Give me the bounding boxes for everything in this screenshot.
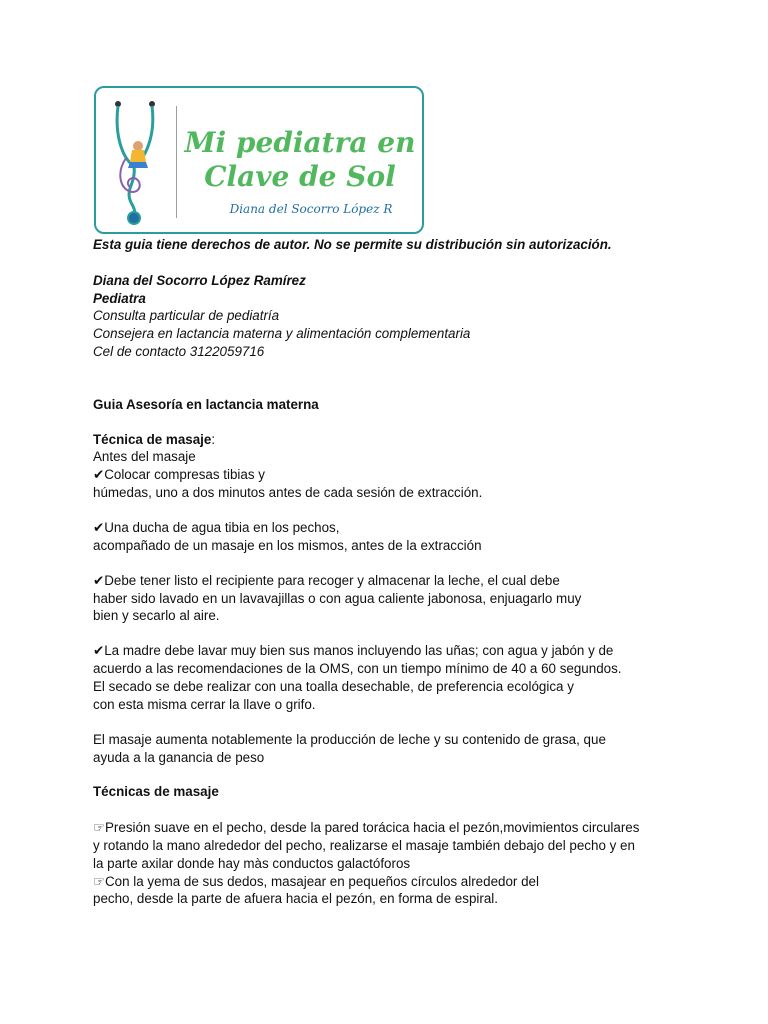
- paragraph-line: húmedas, uno a dos minutos antes de cada sesión de extracción.: [93, 485, 483, 500]
- paragraph-line: ayuda a la ganancia de peso: [93, 750, 265, 765]
- paragraph-line: ✔La madre debe lavar muy bien sus manos incluyendo las uñas; con agua y jabón y de: [93, 643, 614, 658]
- paragraph-line: acompañado de un masaje en los mismos, antes de la extracción: [93, 538, 482, 553]
- author-title: Pediatra: [93, 291, 146, 306]
- author-line: Consejera en lactancia materna y alimentación complementaria: [93, 326, 471, 341]
- paragraph-line: la parte axilar donde hay màs conductos galactóforos: [93, 856, 411, 871]
- section1-heading-colon: :: [211, 432, 216, 447]
- logo-divider: [176, 106, 177, 218]
- paragraph-line: acuerdo a las recomendaciones de la OMS, con un tiempo mínimo de 40 a 60 segundos.: [93, 661, 622, 676]
- paragraph-line: ☞Con la yema de sus dedos, masajear en pequeños círculos alrededor del: [93, 874, 539, 889]
- paragraph-line: ✔Colocar compresas tibias y: [93, 467, 265, 482]
- paragraph-line: ✔Una ducha de agua tibia en los pechos,: [93, 520, 340, 535]
- paragraph-line: haber sido lavado en un lavavajillas o con agua caliente jabonosa, enjuagarlo muy: [93, 591, 582, 606]
- section1-heading: [93, 431, 215, 449]
- author-contact: Cel de contacto 3122059716: [93, 344, 265, 359]
- section1-subheading: Antes del masaje: [93, 449, 196, 464]
- author-line: Consulta particular de pediatría: [93, 308, 280, 323]
- paragraph-line: El secado se debe realizar con una toalla desechable, de preferencia ecológica y: [93, 679, 574, 694]
- copyright-notice: Esta guia tiene derechos de autor. No se permite su distribución sin autorización.: [93, 237, 612, 252]
- author-name: Diana del Socorro López Ramírez: [93, 273, 306, 288]
- paragraph-line: El masaje aumenta notablemente la producción de leche y su contenido de grasa, que: [93, 732, 606, 747]
- guide-title: Guia Asesoría en lactancia materna: [93, 397, 319, 412]
- paragraph-line: bien y secarlo al aire.: [93, 608, 220, 623]
- paragraph-line: con esta misma cerrar la llave o grifo.: [93, 697, 316, 712]
- paragraph-line: ✔Debe tener listo el recipiente para recoger y almacenar la leche, el cual debe: [93, 573, 560, 588]
- logo-title-line2: Clave de Sol: [204, 160, 396, 193]
- paragraph-line: ☞Presión suave en el pecho, desde la pared torácica hacia el pezón,movimientos circulares: [93, 820, 640, 835]
- section1-heading-text: Técnica de masaje: [93, 432, 212, 447]
- paragraph-line: pecho, desde la parte de afuera hacia el pezón, en forma de espiral.: [93, 891, 498, 906]
- logo: [94, 86, 424, 234]
- paragraph-line: y rotando la mano alrededor del pecho, realizarse el masaje también debajo del pecho y en: [93, 838, 635, 853]
- logo-signature: Diana del Socorro López R: [229, 202, 393, 216]
- logo-title-line1: Mi pediatra en: [184, 126, 416, 159]
- section2-heading: Técnicas de masaje: [93, 784, 219, 799]
